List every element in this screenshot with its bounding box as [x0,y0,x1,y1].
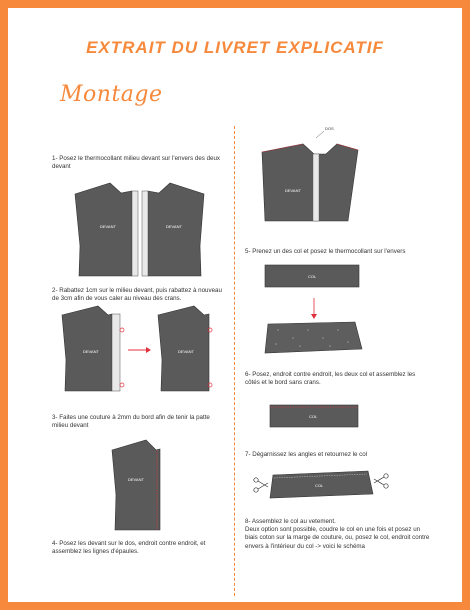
section-heading: Montage [60,82,163,107]
step-1-text: 1- Posez le thermocollant milieu devant sur l'envers des deux devant [52,155,220,171]
col-label: COL [308,274,317,279]
diagrams [8,8,462,602]
step-7-diagram [254,471,388,498]
page-title: EXTRAIT DU LIVRET EXPLICATIF [86,38,384,57]
devant-label: DEVANT [83,349,99,354]
devant-label: DEVANT [178,349,194,354]
devant-label: DEVANT [128,477,144,482]
col-label: COL [315,483,324,488]
devant-label: DEVANT [166,224,182,229]
step-2-text: 2- Rabattez 1cm sur le milieu devant, puis rabattez à nouveau de 3cm afin de vous caler au niveau des crans. [52,287,222,303]
scissors-icon [374,474,388,488]
step-5-text: 5- Prenez un des col et posez le thermocollant sur l'envers [245,248,406,255]
step-1-diagram [75,183,204,276]
step-4-diagram [262,126,358,221]
step-3-text: 3- Faites une couture à 2mm du bord afin de tenir la patte milieu devant [52,414,210,430]
step-2-diagram [62,306,212,391]
step-8-title: 8- Assemblez le col au vetement. [245,518,336,525]
scissors-icon [254,478,268,492]
step-6-text: 6- Posez, endroit contre endroit, les deux col et assemblez les côtés et le bord sans crans. [245,371,416,387]
step-5-diagram [265,265,362,353]
step-4-text: 4- Posez les devant sur le dos, endroit contre endroit, et assemblez les lignes d'épaules. [52,540,206,556]
col-label: COL [309,414,318,419]
devant-label: DEVANT [100,224,116,229]
step-7-text: 7- Dégarnissez les angles et retournez le col [245,451,368,458]
step-3-diagram [112,440,160,530]
step-6-diagram [270,405,358,427]
step-8-body: Deux option sont possible, coudre le col en une fois et posez un biais coton sur la marge de couture, ou, posez le col, endroit contre envers à l'intérieur du col -> voici le schéma [245,526,430,550]
devant-label: DEVANT [285,188,301,193]
dos-label: DOS [325,126,334,131]
instruction-page [8,8,462,602]
